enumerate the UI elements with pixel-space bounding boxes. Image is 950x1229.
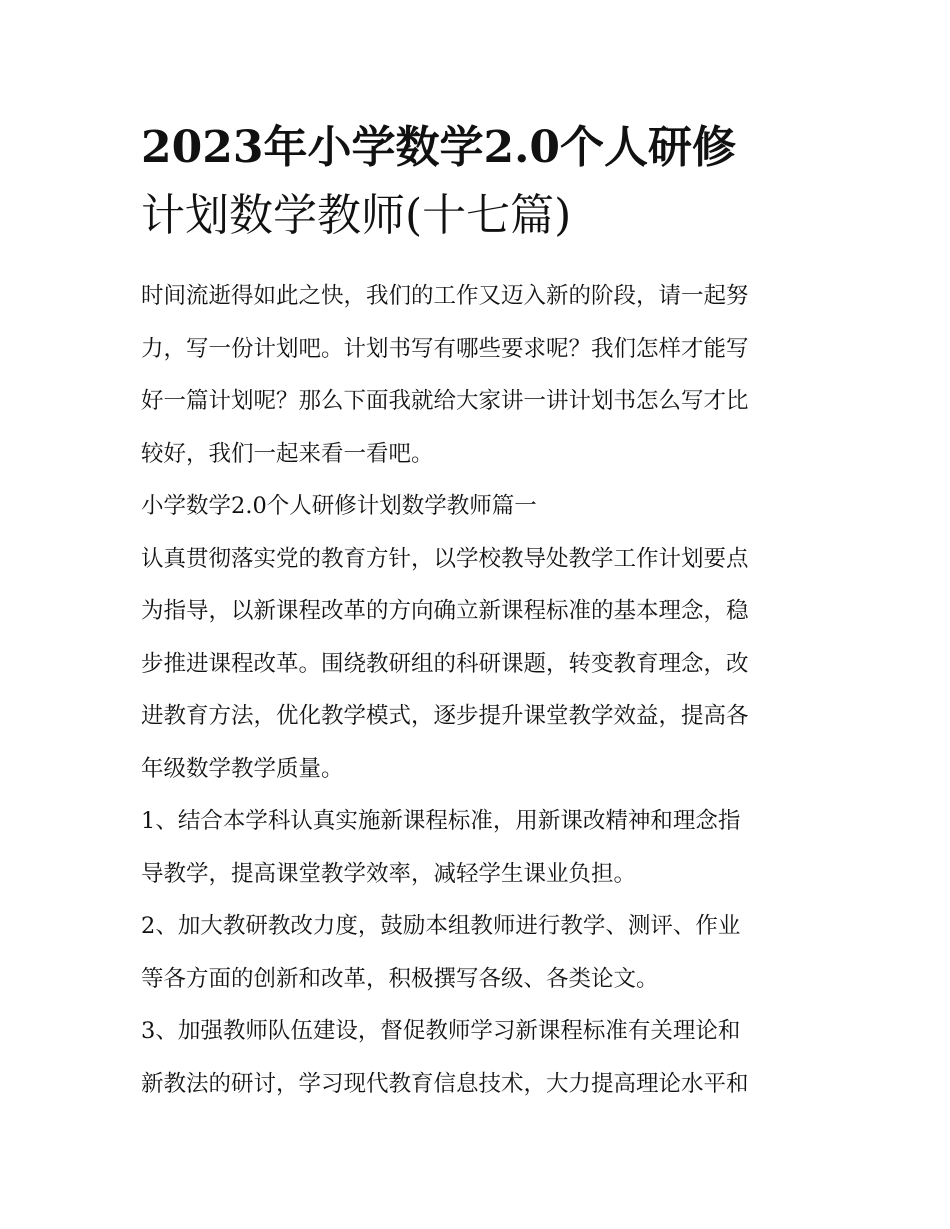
- title-line-1: 2023年小学数学2.0个人研修: [141, 122, 737, 173]
- list-item-3: [141, 1005, 821, 1110]
- paragraph-guideline: [141, 533, 821, 796]
- text-line: 好一篇计划呢？那么下面我就给大家讲一讲计划书怎么写才比: [141, 388, 749, 414]
- text-line: 进教育方法，优化教学模式，逐步提升课堂教学效益，提高各: [141, 703, 749, 729]
- text-line: 时间流逝得如此之快，我们的工作又迈入新的阶段，请一起努: [141, 283, 749, 309]
- text-line: 小学数学2.0个人研修计划数学教师篇一: [141, 493, 537, 519]
- text-line: 3、加强教师队伍建设，督促教师学习新课程标准有关理论和: [141, 1018, 741, 1044]
- text-line: 力，写一份计划吧。计划书写有哪些要求呢？我们怎样才能写: [141, 335, 749, 362]
- text-line: 2、加大教研教改力度，鼓励本组教师进行教学、测评、作业: [141, 913, 741, 939]
- text-line: 年级数学教学质量。: [141, 755, 344, 782]
- list-item-1: [141, 795, 821, 900]
- document-content: [141, 114, 821, 1110]
- section-heading: [141, 480, 821, 533]
- text-line: 新教法的研讨，学习现代教育信息技术，大力提高理论水平和: [141, 1070, 749, 1097]
- text-line: 1、结合本学科认真实施新课程标准，用新课改精神和理念指: [141, 808, 741, 834]
- title-line-2: 计划数学教师(十七篇): [141, 190, 572, 241]
- text-line: 为指导，以新课程改革的方向确立新课程标准的基本理念，稳: [141, 598, 749, 624]
- document-body: [141, 270, 821, 1110]
- paragraph-intro: [141, 270, 821, 480]
- text-line: 认真贯彻落实党的教育方针，以学校教导处教学工作计划要点: [141, 545, 749, 572]
- document-title: [141, 114, 821, 250]
- text-line: 较好，我们一起来看一看吧。: [141, 440, 434, 467]
- text-line: 等各方面的创新和改革，积极撰写各级、各类论文。: [141, 965, 659, 992]
- text-line: 步推进课程改革。围绕教研组的科研课题，转变教育理念，改: [141, 650, 749, 677]
- text-line: 导教学，提高课堂教学效率，减轻学生课业负担。: [141, 860, 637, 887]
- list-item-2: [141, 900, 821, 1005]
